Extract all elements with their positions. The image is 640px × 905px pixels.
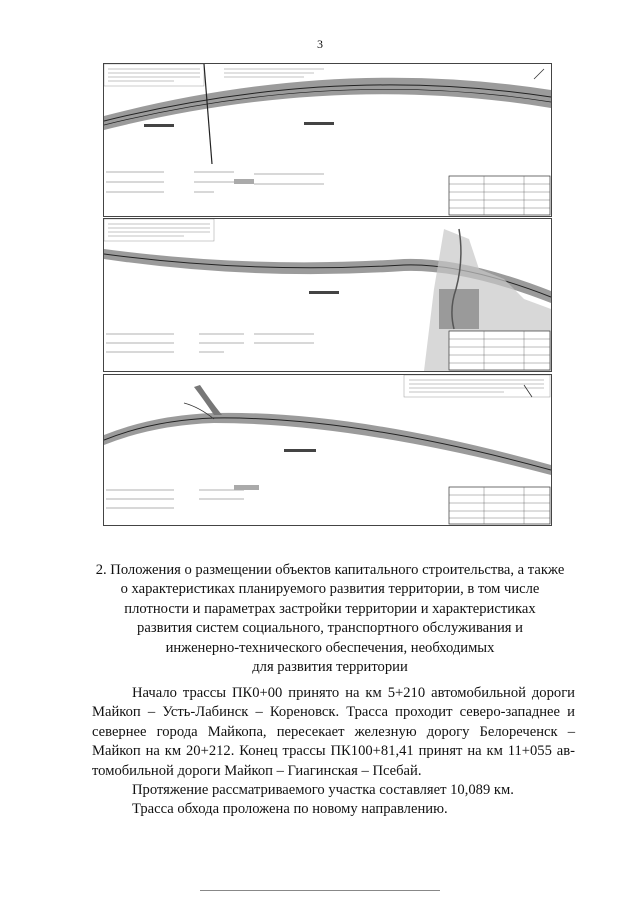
length-paragraph: Протяжение рассматриваемого участка составляет 10,089 км. xyxy=(132,782,514,799)
paragraph-line: Майкоп на км 20+212. Конец трассы ПК100+81,41 принят на км 11+055 ав- xyxy=(92,743,575,760)
section-heading xyxy=(80,561,580,677)
route-plan-sheet-1 xyxy=(103,63,552,217)
direction-paragraph: Трасса обхода проложена по новому направлению. xyxy=(132,801,448,818)
body-text xyxy=(92,684,575,820)
heading-line: инженерно-технического обеспечения, необходимых xyxy=(165,639,495,656)
heading-line: плотности и параметрах застройки территории и характеристиках xyxy=(124,600,536,617)
route-description-paragraph xyxy=(92,684,575,781)
route-plan-sheet-3 xyxy=(103,374,552,526)
footer-divider xyxy=(200,890,440,891)
page-number: 3 xyxy=(317,37,323,51)
heading-line: для развития территории xyxy=(252,659,408,676)
paragraph-line: севернее города Майкопа, пересекает железную дорогу Белореченск – xyxy=(92,723,575,740)
heading-line: развития систем социального, транспортного обслуживания и xyxy=(137,620,523,637)
paragraph-line: Начало трассы ПК0+00 принято на км 5+210 автомобильной дороги xyxy=(132,685,575,701)
heading-line: о характеристиках планируемого развития территории, в том числе xyxy=(120,581,540,598)
paragraph-line: томобильной дороги Майкоп – Гиагинская – Псебай. xyxy=(92,762,422,779)
paragraph-line: Майкоп – Усть-Лабинск – Кореновск. Трасса проходит северо-западнее и xyxy=(92,704,575,721)
route-plan-sheet-2 xyxy=(103,218,552,372)
heading-line: 2. Положения о размещении объектов капитального строительства, а также xyxy=(95,562,565,578)
